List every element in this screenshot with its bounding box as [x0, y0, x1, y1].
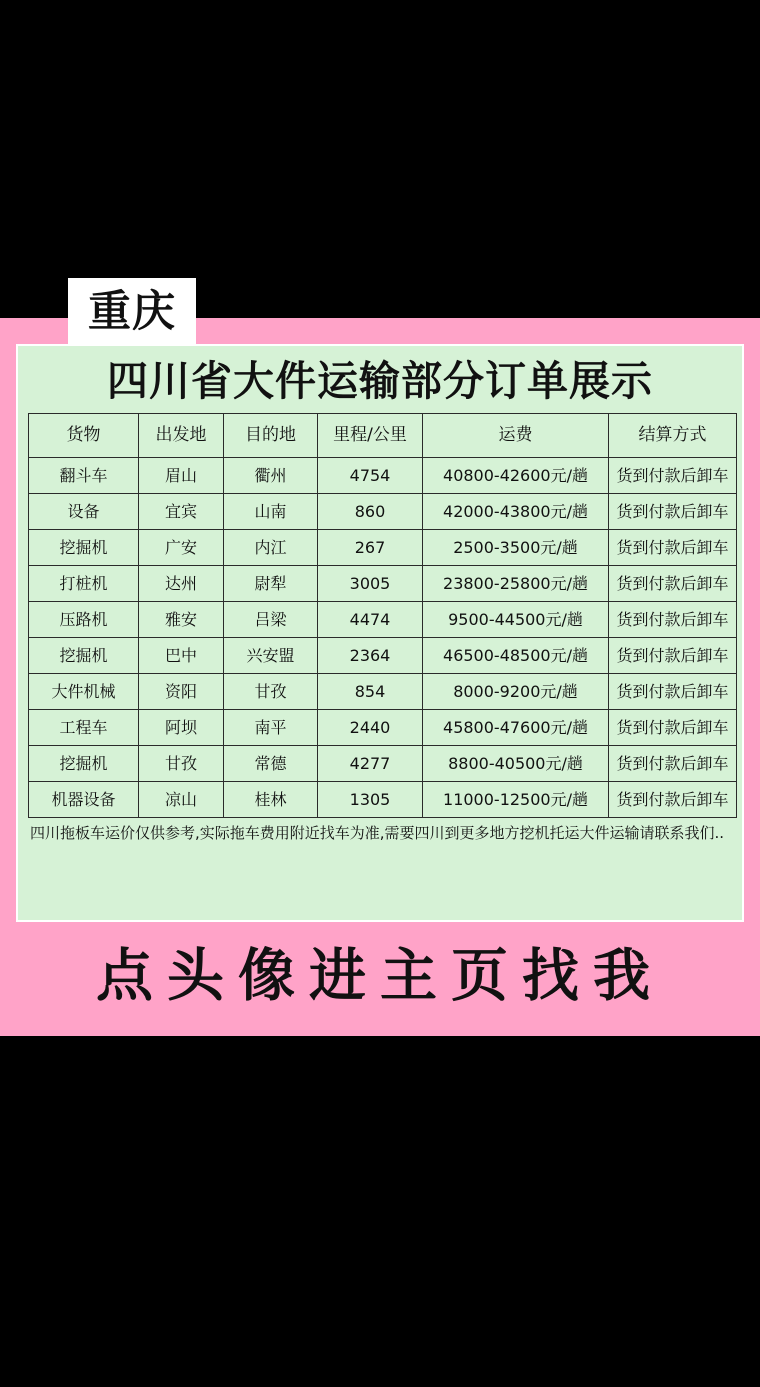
- cell-cargo: 挖掘机: [29, 638, 139, 674]
- cell-settlement: 货到付款后卸车: [609, 746, 737, 782]
- cell-freight: 45800-47600元/趟: [423, 710, 609, 746]
- table-row: [29, 782, 737, 818]
- table-header-row: [29, 414, 737, 458]
- cell-settlement: 货到付款后卸车: [609, 458, 737, 494]
- cell-distance: 4277: [318, 746, 423, 782]
- table-row: [29, 674, 737, 710]
- cell-origin: 眉山: [139, 458, 224, 494]
- cell-origin: 雅安: [139, 602, 224, 638]
- cell-cargo: 打桩机: [29, 566, 139, 602]
- table-row: [29, 494, 737, 530]
- cell-settlement: 货到付款后卸车: [609, 530, 737, 566]
- column-header-settlement: 结算方式: [609, 414, 737, 458]
- cell-origin: 达州: [139, 566, 224, 602]
- cell-freight: 23800-25800元/趟: [423, 566, 609, 602]
- cell-distance: 3005: [318, 566, 423, 602]
- column-header-cargo: 货物: [29, 414, 139, 458]
- cell-cargo: 大件机械: [29, 674, 139, 710]
- cell-freight: 8800-40500元/趟: [423, 746, 609, 782]
- cell-settlement: 货到付款后卸车: [609, 602, 737, 638]
- cell-origin: 凉山: [139, 782, 224, 818]
- cell-freight: 2500-3500元/趟: [423, 530, 609, 566]
- region-badge-label: 重庆: [88, 286, 176, 337]
- table-row: [29, 566, 737, 602]
- cell-settlement: 货到付款后卸车: [609, 710, 737, 746]
- cell-freight: 42000-43800元/趟: [423, 494, 609, 530]
- cell-distance: 4754: [318, 458, 423, 494]
- cell-destination: 尉犁: [224, 566, 318, 602]
- table-row: [29, 746, 737, 782]
- cell-destination: 内江: [224, 530, 318, 566]
- table-row: [29, 710, 737, 746]
- cell-freight: 40800-42600元/趟: [423, 458, 609, 494]
- disclaimer-note: 四川拖板车运价仅供参考,实际拖车费用附近找车为准,需要四川到更多地方挖机托运大件运输请联系我们..: [30, 824, 725, 843]
- cell-distance: 2364: [318, 638, 423, 674]
- cell-freight: 9500-44500元/趟: [423, 602, 609, 638]
- table-row: [29, 530, 737, 566]
- call-to-action: [0, 930, 760, 1020]
- column-header-origin: 出发地: [139, 414, 224, 458]
- cell-destination: 常德: [224, 746, 318, 782]
- table-row: [29, 602, 737, 638]
- table-row: [29, 458, 737, 494]
- cell-settlement: 货到付款后卸车: [609, 674, 737, 710]
- page-title: 四川省大件运输部分订单展示: [107, 357, 653, 405]
- orders-table: [28, 413, 737, 818]
- cell-distance: 854: [318, 674, 423, 710]
- region-badge: [68, 278, 196, 346]
- cell-destination: 桂林: [224, 782, 318, 818]
- cell-cargo: 设备: [29, 494, 139, 530]
- cell-origin: 宜宾: [139, 494, 224, 530]
- column-header-freight: 运费: [423, 414, 609, 458]
- call-to-action-label: 点头像进主页找我: [96, 941, 664, 1009]
- cell-destination: 衢州: [224, 458, 318, 494]
- cell-destination: 甘孜: [224, 674, 318, 710]
- cell-cargo: 压路机: [29, 602, 139, 638]
- cell-settlement: 货到付款后卸车: [609, 782, 737, 818]
- cell-origin: 甘孜: [139, 746, 224, 782]
- cell-settlement: 货到付款后卸车: [609, 566, 737, 602]
- cell-distance: 267: [318, 530, 423, 566]
- cell-cargo: 工程车: [29, 710, 139, 746]
- cell-origin: 阿坝: [139, 710, 224, 746]
- cell-distance: 860: [318, 494, 423, 530]
- cell-cargo: 机器设备: [29, 782, 139, 818]
- cell-destination: 兴安盟: [224, 638, 318, 674]
- cell-destination: 吕梁: [224, 602, 318, 638]
- cell-freight: 8000-9200元/趟: [423, 674, 609, 710]
- cell-origin: 巴中: [139, 638, 224, 674]
- cell-cargo: 挖掘机: [29, 530, 139, 566]
- cell-cargo: 翻斗车: [29, 458, 139, 494]
- cell-origin: 资阳: [139, 674, 224, 710]
- cell-distance: 2440: [318, 710, 423, 746]
- cell-distance: 4474: [318, 602, 423, 638]
- cell-destination: 南平: [224, 710, 318, 746]
- cell-destination: 山南: [224, 494, 318, 530]
- column-header-destination: 目的地: [224, 414, 318, 458]
- cell-origin: 广安: [139, 530, 224, 566]
- cell-freight: 11000-12500元/趟: [423, 782, 609, 818]
- cell-settlement: 货到付款后卸车: [609, 494, 737, 530]
- table-row: [29, 638, 737, 674]
- column-header-distance: 里程/公里: [318, 414, 423, 458]
- cell-freight: 46500-48500元/趟: [423, 638, 609, 674]
- cell-distance: 1305: [318, 782, 423, 818]
- cell-cargo: 挖掘机: [29, 746, 139, 782]
- orders-card: [16, 344, 744, 922]
- cell-settlement: 货到付款后卸车: [609, 638, 737, 674]
